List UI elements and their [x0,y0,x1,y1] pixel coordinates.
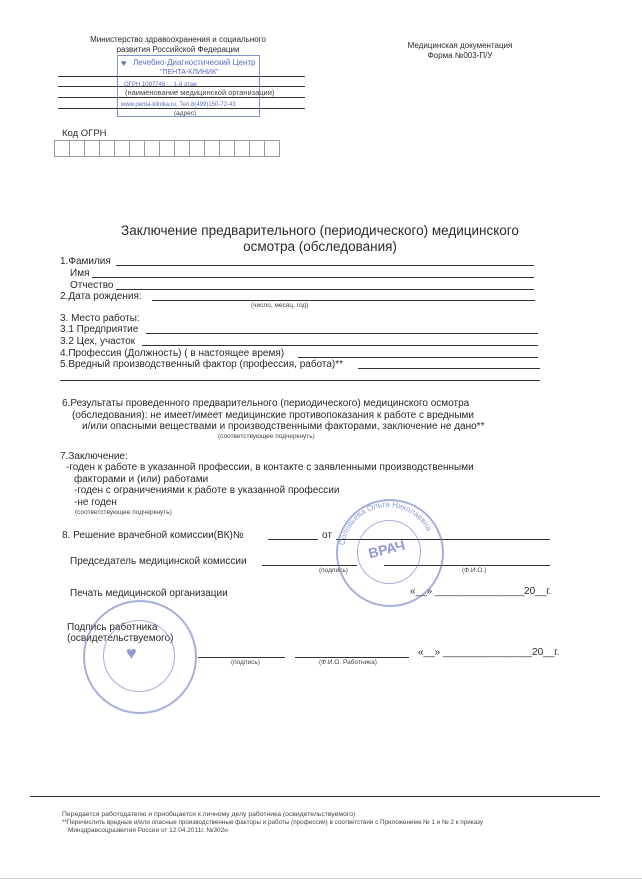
conclusion-opt1-line2: факторами и (или) работами [74,474,209,485]
footer-line-1: Передается работодателю и приобщается к личному делу работника (освидетельствуемого) [62,811,356,818]
workshop-label: 3.2 Цех, участок [60,336,136,347]
conclusion-opt1-line1: -годен к работе в указанной профессии, в контакте с заявленными производственными [66,462,474,473]
stamp-addr: ОГРН 1097746 ... 1-й этаж [124,82,197,88]
title-line-2: осмотра (обследования) [243,239,397,254]
name-label: Имя [70,268,90,279]
conclusion-caption: (соответствующее подчеркнуть) [75,509,172,516]
org-caption: (наименование медицинской организации) [125,88,275,97]
results-line-3: и/или опасными веществами и производственными факторами, заключение не дано** [82,421,485,432]
name-line[interactable] [92,277,534,278]
doctor-stamp-word: ВРАЧ [366,536,407,562]
clinic-heart-icon: ♥ [121,58,127,68]
form-title [60,223,580,255]
doctor-stamp-ring-label: Соловьева Ольга Николаевна [337,499,434,546]
chair-fio-caption: (Ф.И.О.) [462,567,487,574]
clinic-round-stamp-heart-icon: ♥ [126,643,137,663]
chair-sign-caption: (подпись) [319,567,348,574]
ministry-line-1: Министерство здравоохранения и социального [90,35,266,44]
conclusion-title: 7.Заключение: [60,451,128,462]
vk-decision-label: 8. Решение врачебной комиссии(ВК)№ [62,530,244,541]
surname-label: 1.Фамилия [60,256,111,267]
harmful-label: 5.Вредный производственный фактор (профессия, работа)** [60,359,344,370]
chair-label: Председатель медицинской комиссии [70,556,247,567]
worker-fio-caption: (Ф.И.О. Работника) [319,659,377,666]
birth-caption: (число, месяц, год) [251,302,309,309]
profession-label: 4.Профессия (Должность) ( в настоящее время) [60,348,285,359]
results-caption: (соответствующее подчеркнуть) [218,433,315,440]
vk-number-line[interactable] [268,539,318,540]
seal-date: «__» ________________20__г. [410,586,552,597]
worker-sign-label-1: Подпись работника [67,622,158,633]
stamp-org-sub: "ПЕНТА-КЛИНИК" [160,69,219,76]
birth-label: 2.Дата рождения: [60,291,142,302]
doctor-stamp-ring-text [336,499,440,603]
patronymic-line[interactable] [116,289,534,290]
conclusion-opt2: -годен с ограничениями к работе в указанной профессии [74,485,340,496]
stamp-org-name: Лечебно-Диагностический Центр [133,58,256,67]
seal-label: Печать медицинской организации [70,588,228,599]
worker-sign-caption: (подпись) [231,659,260,666]
ministry-line-2: развития Российской Федерации [116,45,240,54]
vk-from-label: от [322,530,332,541]
surname-line[interactable] [116,265,534,266]
footer-line-2: **Перечислить вредные и/или опасные производственные факторы и работы (профессии) в соответствии с Приложением № 1 и № 2 к приказу [62,819,484,826]
profession-line[interactable] [298,357,538,358]
ogrn-label: Код ОГРН [62,128,107,139]
stamp-site: www.penta-klinika.ru, Тел.8(499)150-72-43 [121,102,236,108]
worker-sign-line[interactable] [198,657,285,658]
clinic-round-stamp-inner [103,620,175,692]
title-line-1: Заключение предварительного (периодического) медицинского [121,223,519,238]
workplace-label: 3. Место работы: [60,313,140,324]
doc-type: Медицинская документация [407,41,513,50]
svg-text:Соловьева Ольга Николаевна [337,500,433,546]
worker-sign-label-2: (освидетельствуемого) [67,633,174,644]
harmful-line-1[interactable] [358,368,540,369]
enterprise-line[interactable] [146,333,538,334]
worker-date: «__» ________________20__г. [418,647,560,658]
harmful-line-2[interactable] [60,380,540,381]
footer-line-3: Минздравсоцразвития России от 12.04.2011г. №302н [68,827,228,834]
form-number: Форма №003-П/У [427,51,493,60]
worker-fio-line[interactable] [295,657,409,658]
ministry-heading [64,35,292,55]
ogrn-cells [54,140,279,157]
results-line-1: 6.Результаты проведенного предварительного (периодического) медицинского осмотра [62,398,470,409]
workshop-line[interactable] [142,345,538,346]
form-heading [396,41,524,61]
results-line-2: (обследования): не имеет/имеет медицинские противопоказания к работе с вредными [72,410,474,421]
birth-line[interactable] [152,300,535,301]
patronymic-label: Отчество [70,280,114,291]
conclusion-opt3: -не годен [74,497,117,508]
footer-divider [30,796,600,797]
enterprise-label: 3.1 Предприятие [60,324,139,335]
address-caption: (адрес) [174,110,197,117]
